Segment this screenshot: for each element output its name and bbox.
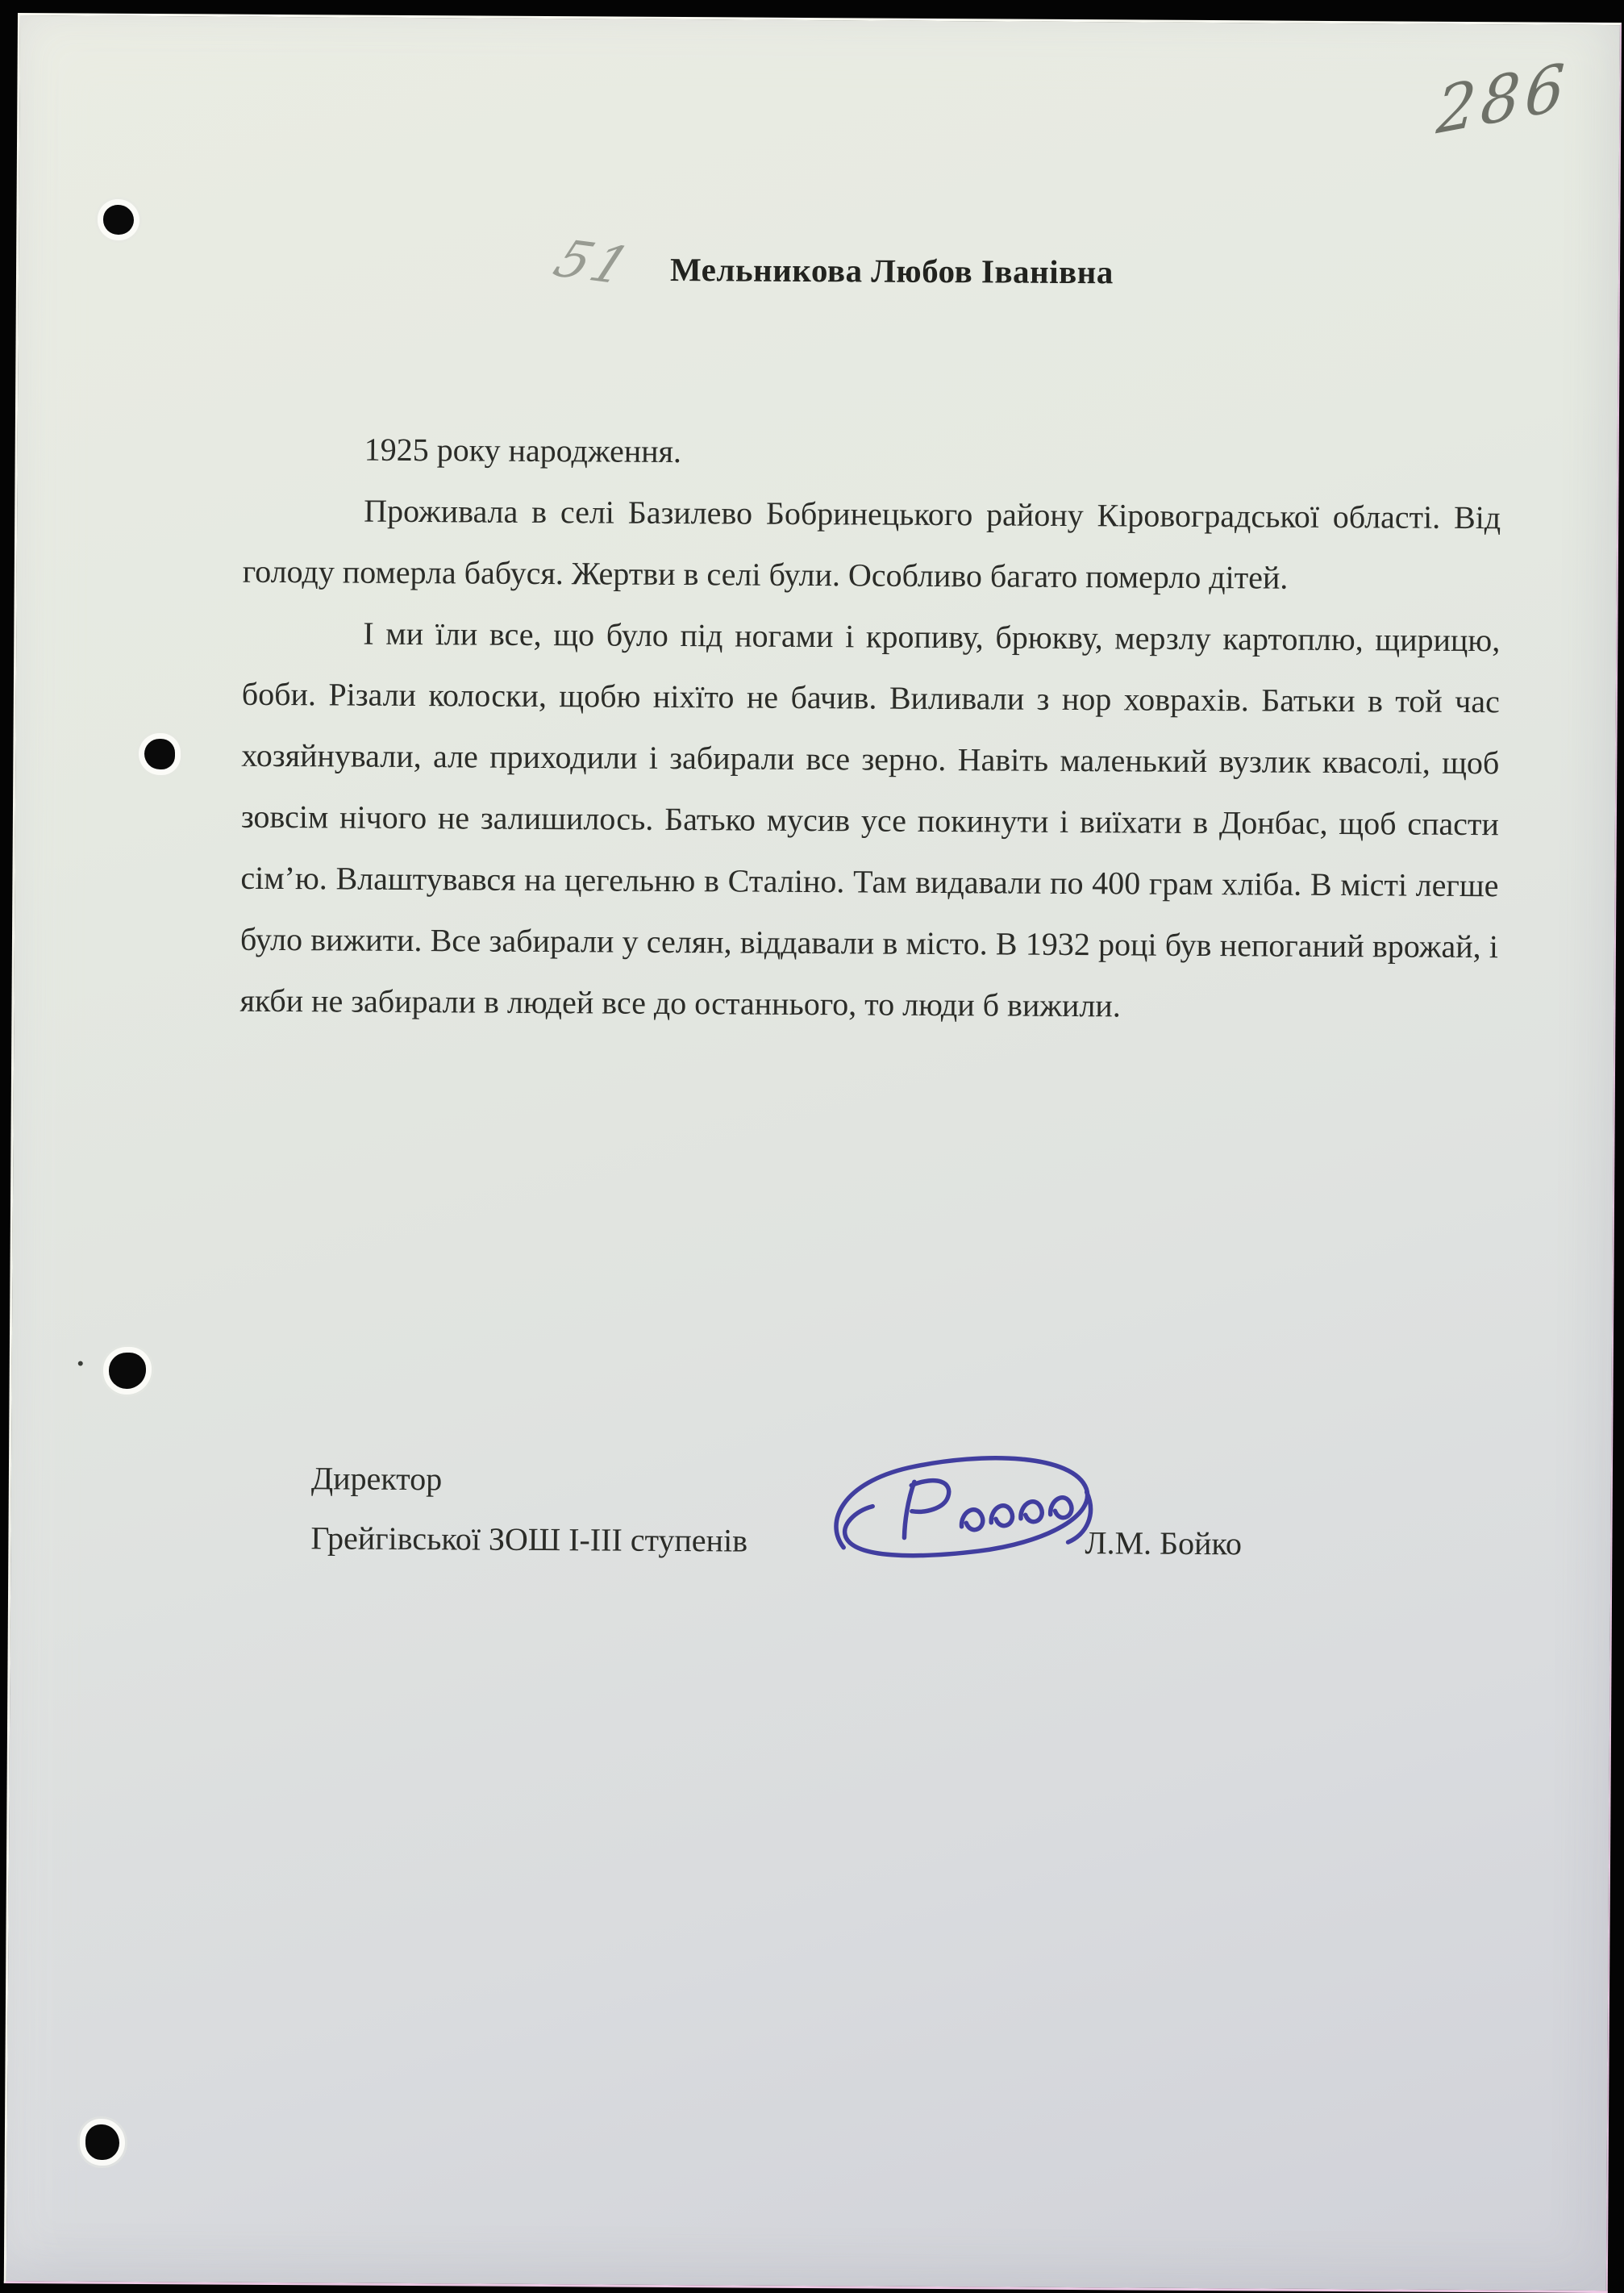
signature-signer-name: Л.М. Бойко — [1085, 1524, 1243, 1562]
document-body — [239, 419, 1501, 1040]
signature-ink — [812, 1431, 1122, 1603]
handwritten-margin-number: 51 — [545, 230, 642, 297]
scanned-page — [4, 13, 1622, 2293]
document-title: Мельникова Любов Іванівна — [669, 250, 1114, 291]
paragraph-birth-year: 1925 року народження. — [364, 431, 682, 470]
signature-role: Директор — [310, 1460, 443, 1498]
punch-hole-4 — [85, 2124, 119, 2160]
handwritten-page-number: 286 — [1435, 49, 1572, 149]
paper-speck — [78, 1361, 83, 1365]
paragraph-residence: Проживала в селі Базилево Бобринецького району Кіровоградської області. Від голоду померла бабуся. Жертви в селі були. Особливо багато померло дітей. — [242, 492, 1501, 596]
paragraph-testimony: І ми їли все, що було під ногами і кропиву, брюкву, мерзлу картоплю, щирицю, боби. Різали колоски, щобю ніхїто не бачив. Виливали з нор ховрахів. Батьки в той час хозяйнували, але приходили і забирали все зерно. Навіть маленький вузлик квасолі, щоб зовсім нічого не залишилось. Батько мусив усе покинути і виїхати в Донбас, щоб спасти сім’ю. Влаштувався на цегельню в Сталіно. Там видавали по 400 грам хліба. В місті легше було вижити. Все забирали у селян, віддавали в місто. В 1932 році був непоганий врожай, і якби не забирали в людей все до останнього, то люди б вижили. — [239, 615, 1501, 1024]
signature-institution: Грейгівської ЗОШ І-ІІІ ступенів — [310, 1520, 748, 1559]
punch-hole-2 — [144, 739, 175, 769]
punch-hole-1 — [103, 205, 134, 235]
